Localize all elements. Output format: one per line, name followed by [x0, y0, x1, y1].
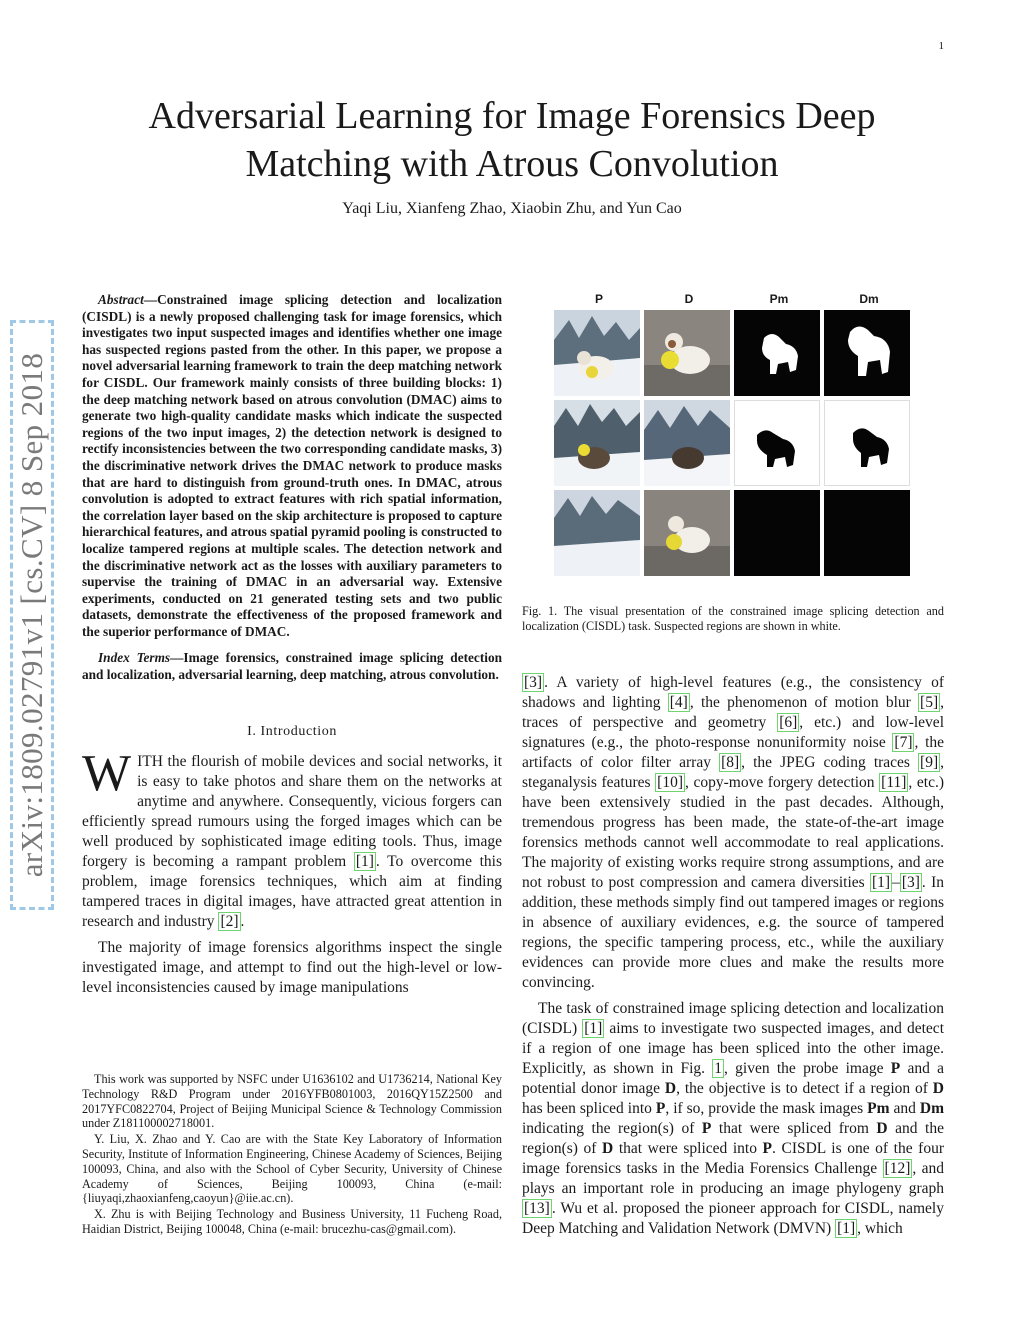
- abstract: [82, 292, 502, 640]
- intro-paragraph-2: The majority of image forensics algorithms inspect the single investigated image, and attempt to find out the high-level or low-level inconsistencies caused by image manipulations: [82, 938, 502, 996]
- citation-link[interactable]: [1]: [837, 1220, 856, 1237]
- probe-mask: [734, 400, 820, 486]
- page-number: 1: [938, 40, 944, 52]
- math-symbol: D: [932, 1080, 944, 1097]
- donor-mask: [824, 310, 910, 396]
- text-fragment: , traces of perspective and geometry: [522, 694, 944, 731]
- header-dm: Dm: [859, 292, 879, 306]
- citation-link[interactable]: [6]: [779, 714, 798, 731]
- figure-link[interactable]: 1: [714, 1060, 723, 1077]
- index-terms-label: Index Terms: [98, 650, 171, 666]
- text-fragment: . Wu et al. proposed the pioneer approach for CISDL, namely Deep Matching and Validation Network (DMVN): [522, 1200, 944, 1237]
- math-symbol: P: [762, 1140, 773, 1157]
- paper-title: Adversarial Learning for Image Forensics Deep Matching with Atrous Convolution: [148, 95, 876, 185]
- text-fragment: , etc.) and low-level signatures (e.g., the photo-response nonuniformity noise: [522, 714, 944, 751]
- text-fragment: and a potential donor image: [522, 1060, 944, 1097]
- figure-caption: Fig. 1. The visual presentation of the constrained image splicing detection and localization (CISDL) task. Suspected regions are shown in white.: [522, 604, 944, 633]
- citation-link[interactable]: [7]: [894, 734, 913, 751]
- citation-link[interactable]: [8]: [721, 754, 740, 771]
- donor-image: [644, 490, 730, 576]
- header-pm: Pm: [769, 292, 789, 306]
- text-fragment: , etc.) have been extensively studied in the past decades. Although, tremendous progress has been made, the state-of-the-art image forensics methods cannot well accommodate to real applications. The majority of existing works require strong assumptions, and are not robust to post compression and camera diversities: [522, 774, 944, 891]
- text-fragment: and: [889, 1100, 920, 1117]
- text-fragment: that were spliced into: [613, 1140, 763, 1157]
- text-fragment: , the phenomenon of motion blur: [689, 694, 919, 711]
- math-symbol: D: [602, 1140, 614, 1157]
- probe-image: [554, 310, 640, 396]
- donor-image: [644, 310, 730, 396]
- probe-mask: [734, 490, 820, 576]
- text-fragment: . A variety of high-level features (e.g., the consistency of shadows and lighting: [522, 674, 944, 711]
- arxiv-identifier[interactable]: arXiv:1809.02791v1 [cs.CV] 8 Sep 2018: [14, 352, 49, 878]
- figure-1: [554, 292, 914, 576]
- text-fragment: , the artifacts of color filter array: [522, 734, 945, 771]
- citation-link[interactable]: [1]: [355, 852, 374, 870]
- citation-link[interactable]: [1]: [872, 874, 891, 891]
- right-column: [522, 292, 944, 1239]
- text-fragment: , if so, provide the mask images: [665, 1100, 868, 1117]
- probe-mask: [734, 310, 820, 396]
- citation-link[interactable]: [10]: [657, 774, 683, 791]
- footnote-funding: This work was supported by NSFC under U1636102 and U1736214, National Key Technology R&D Program under 2016YFB0801003, 2016QY15Z2500 and 2017YFC0822704, Project of Beijing Municipal Science & Technology Commission under Z181100002718001.: [82, 1072, 502, 1131]
- right-paragraph-1: [522, 673, 944, 993]
- text-fragment: , copy-move forgery detection: [685, 774, 880, 791]
- citation-link[interactable]: [13]: [524, 1200, 550, 1217]
- figure-image-grid: [554, 310, 914, 576]
- citation-link[interactable]: [11]: [881, 774, 907, 791]
- index-terms-text: —Image forensics, constrained image splicing detection and localization, adversarial learning, deep matching, atrous convolution.: [82, 650, 502, 683]
- intro-p1-mid: . To overcome this problem, image forensics techniques, which aim at finding tampered traces in digital images, have attracted great attention in research and industry: [82, 852, 502, 930]
- donor-image: [644, 400, 730, 486]
- citation-link[interactable]: [1]: [584, 1020, 603, 1037]
- text-fragment: , which: [857, 1220, 903, 1237]
- citation-link[interactable]: [9]: [920, 754, 939, 771]
- citation-link[interactable]: [3]: [901, 874, 920, 891]
- text-fragment: and the region(s) of: [522, 1120, 944, 1157]
- text-fragment: aims to investigate two suspected images, and detect if a region of one image has been spliced into the other image. Explicitly, as shown in Fig.: [522, 1020, 944, 1077]
- intro-p1-lead: ITH the flourish of mobile devices and social networks, it is easy to take photos and share them on the networks at anytime and anywhere. Consequently, vicious forgers can efficiently spread rumours using the forged images which can be well produced by sophisticated image editing tools. Thus, image forgery is becoming a rampant problem: [82, 752, 502, 870]
- header-p: P: [594, 292, 603, 306]
- arxiv-stamp: [6, 320, 58, 910]
- text-fragment: , and plays an important role in producing an image phylogeny graph: [522, 1160, 944, 1197]
- donor-mask: [824, 490, 910, 576]
- intro-p1-end: .: [240, 912, 245, 930]
- math-symbol: P: [701, 1120, 712, 1137]
- right-paragraph-2: [522, 999, 944, 1239]
- figure-column-headers: [554, 292, 914, 308]
- footnote-affiliation-2: X. Zhu is with Beijing Technology and Business University, 11 Fucheng Road, Haidian District, Beijing 100048, China (e-mail: brucezhu-cas@gmail.com).: [82, 1207, 502, 1236]
- citation-link[interactable]: [5]: [920, 694, 939, 711]
- math-symbol: Pm: [867, 1100, 890, 1117]
- citation-link[interactable]: [12]: [884, 1160, 911, 1177]
- math-symbol: D: [876, 1120, 888, 1137]
- author-list: Yaqi Liu, Xianfeng Zhao, Xiaobin Zhu, and Yun Cao: [342, 200, 682, 217]
- text-fragment: –: [892, 874, 900, 891]
- drop-cap: W: [82, 744, 132, 802]
- citation-link[interactable]: [4]: [669, 694, 688, 711]
- text-fragment: , given the probe image: [724, 1060, 891, 1077]
- text-fragment: . In addition, these methods simply find out tampered images or regions in absence of auxiliary evidences, e.g. the source of tampered regions, the specific tampering process, etc., while the auxiliary evidences can provide more clues and make the results more convincing.: [522, 874, 944, 991]
- abstract-label: Abstract: [98, 292, 144, 307]
- footnote-affiliation-1: Y. Liu, X. Zhao and Y. Cao are with the State Key Laboratory of Information Security, Institute of Information Engineering, Chinese Academy of Sciences, Beijing 100093, China, and also with the School of Cyber Security, University of Chinese Academy of Sciences, Beijing 100093, China (e-mail: {liuyaqi,zhaoxianfeng,caoyun}@iie.ac.cn).: [82, 1132, 502, 1206]
- probe-image: [554, 490, 640, 576]
- text-fragment: , the objective is to detect if a region of: [676, 1080, 933, 1097]
- text-fragment: The task of constrained image splicing detection and localization (CISDL): [522, 1000, 944, 1037]
- citation-link[interactable]: [2]: [220, 912, 239, 930]
- index-terms: [82, 650, 502, 683]
- math-symbol: Dm: [919, 1100, 944, 1117]
- text-fragment: that were spliced from: [711, 1120, 877, 1137]
- text-fragment: indicating the region(s) of: [522, 1120, 702, 1137]
- text-fragment: , the JPEG coding traces: [741, 754, 919, 771]
- text-fragment: . CISDL is one of the four image forensics tasks in the Media Forensics Challenge: [522, 1140, 944, 1177]
- abstract-text: —Constrained image splicing detection and localization (CISDL) is a newly proposed challenging task for image forensics, which investigates two input suspected images and identifies whether one image has suspected regions pasted from the other. In this paper, we propose a novel adversarial learning framework to train the deep matching network for CISDL. Our framework mainly consists of three building blocks: 1) the deep matching network based on atrous convolution (DMAC) aims to generate two high-quality candidate masks which indicate the suspected regions of the two input images, 2) the detection network is designed to rectify inconsistencies between the two corresponding candidate masks, 3) the discriminative network drives the DMAC network to produce masks that are hard to distinguish from ground-truth ones. In DMAC, atrous convolution is adopted to extract features with rich spatial information, the correlation layer based on the skip architecture is proposed to capture hierarchical features, and atrous spatial pyramid pooling is constructed to localize tampered regions at multiple scales. The detection network and the discriminative network act as the losses with auxiliary parameters to supervise the training of DMAC in an adversarial way. Extensive experiments, conducted on 21 generated testing sets and two public datasets, demonstrate the effectiveness of the proposed framework and the superior performance of DMAC.: [82, 292, 502, 639]
- donor-mask: [824, 400, 910, 486]
- left-column: [82, 292, 502, 998]
- text-fragment: has been spliced into: [522, 1100, 656, 1117]
- header-d: D: [684, 292, 694, 306]
- footnotes: [82, 1072, 502, 1238]
- math-symbol: D: [664, 1080, 677, 1097]
- section-heading-introduction: I. Introduction: [247, 723, 337, 739]
- math-symbol: P: [890, 1060, 901, 1077]
- math-symbol: P: [655, 1100, 666, 1117]
- intro-paragraph-1: [82, 744, 502, 932]
- probe-image: [554, 400, 640, 486]
- text-fragment: , steganalysis features: [522, 754, 944, 791]
- citation-link[interactable]: [3]: [524, 674, 543, 691]
